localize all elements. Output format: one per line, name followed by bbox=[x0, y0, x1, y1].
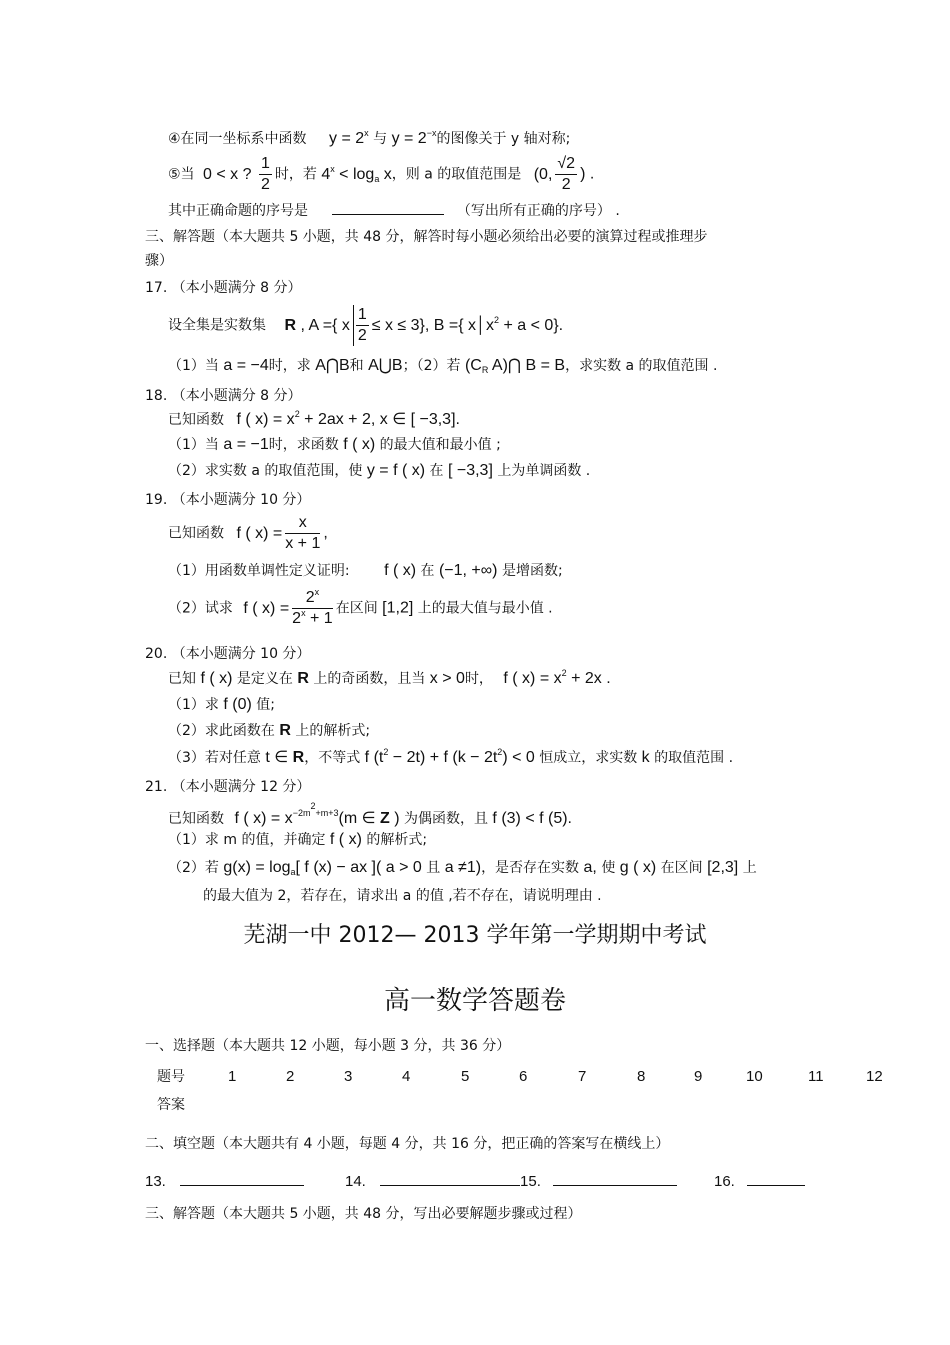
fill-13: 13. bbox=[145, 1171, 304, 1191]
q18-part1: （1）当 a = −1时，求函数 f ( x) 的最大值和最小值 ; bbox=[168, 436, 501, 453]
section-3-heading-cont: 骤） bbox=[145, 253, 173, 269]
q20-def: 已知 f ( x) 是定义在 R 上的奇函数，且当 x > 0时， f ( $x) = x^2 + 2x$ . bbox=[168, 668, 611, 687]
q19-part2: （2）试求 f ( x) = $\frac{2^x}{2^x + 1}$ 在区间 [1,2] 上的最大值与最小值 . bbox=[168, 587, 553, 627]
exam-title: 芜湖一中 2012— 2013 学年第一学期期中考试 bbox=[243, 923, 707, 948]
q18-heading: 18. （本小题满分 8 分） bbox=[145, 388, 302, 404]
fill-16-blank[interactable] bbox=[747, 1171, 805, 1186]
q17-parts: （1）当 a = −4时，求 A⋂B和 A⋃B；（2）若 ($C_R$ A)⋂ B = B，求实数 a 的取值范围 . bbox=[168, 357, 718, 375]
section-3-heading: 三、解答题（本大题共 5 小题，共 48 分，解答时每小题必须给出必要的演算过程或推理步 bbox=[145, 229, 708, 245]
q20-part2: （2）求此函数在 R 上的解析式; bbox=[168, 722, 371, 739]
q17-heading: 17. （本小题满分 8 分） bbox=[145, 280, 302, 296]
q21-def: 已知函数 f ( $x) = x^{-2m^2+m+3}(m$ ∈ Z ) 为偶函数，且 f (3) < f (5). bbox=[168, 801, 572, 827]
fill-14-blank[interactable] bbox=[380, 1171, 520, 1186]
question-number: 11 bbox=[808, 1068, 824, 1085]
item-4: ④在同一坐标系中函数 $y = 2^x$ 与 $y = 2^{-x}$的图像关于 y 轴对称; bbox=[168, 128, 571, 147]
q21-part2: （2）若 $g(x) = \log_a$[ f (x) − ax ]( a > 0 且 a ≠1)，是否存在实数 a, 使 g ( x) 在区间 [2,3] 上 bbox=[168, 859, 757, 877]
question-number: 10 bbox=[746, 1068, 763, 1085]
question-number: 1 bbox=[228, 1068, 237, 1085]
question-number: 12 bbox=[866, 1068, 883, 1085]
fill-16: 16. bbox=[714, 1171, 805, 1191]
paper-title: 高一数学答题卷 bbox=[383, 986, 566, 1016]
q19-part1: （1）用函数单调性定义证明: f ( x) 在 (−1, +∞) 是增函数; bbox=[168, 562, 563, 579]
answer-blank[interactable] bbox=[332, 200, 444, 215]
correct-answer-line: 其中正确命题的序号是 （写出所有正确的序号） . bbox=[168, 200, 620, 220]
fill-14: 14. 15. bbox=[345, 1171, 677, 1191]
answer-label: 答案 bbox=[157, 1097, 185, 1113]
q18-part2: （2）求实数 a 的取值范围，使 y = f ( x) 在 [ −3,3] 上为单调函数 . bbox=[168, 462, 591, 479]
question-number: 2 bbox=[286, 1068, 295, 1085]
q21-heading: 21. （本小题满分 12 分） bbox=[145, 779, 311, 795]
q19-heading: 19. （本小题满分 10 分） bbox=[145, 492, 311, 508]
answer-sec3-heading: 三、解答题（本大题共 5 小题，共 48 分，写出必要解题步骤或过程） bbox=[145, 1206, 582, 1222]
question-number: 9 bbox=[694, 1068, 703, 1085]
fill-13-blank[interactable] bbox=[180, 1171, 304, 1186]
q20-part1: （1）求 f (0) 值; bbox=[168, 696, 275, 713]
q17-sets: 设全集是实数集 R , A ={ x $\frac{1}{2}$ ≤ x ≤ 3}, B ={ $x│x^2 + a < 0$}. bbox=[168, 306, 564, 344]
q20-heading: 20. （本小题满分 10 分） bbox=[145, 646, 311, 662]
question-number: 3 bbox=[344, 1068, 353, 1085]
item-5: ⑤当 0 < x ? $\frac{1}{2}$ 时，若 $4^x < \log_a x$，则 a 的取值范围是 (0, $\frac{√2}{2}$ ) . bbox=[168, 155, 595, 193]
fill-15-blank[interactable] bbox=[553, 1171, 677, 1186]
q20-part3: （3）若对任意 t ∈ R，不等式 f $(t^2 - 2t) + f$ $(k - 2t^2) < 0$ 恒成立，求实数 k 的取值范围 . bbox=[168, 747, 734, 766]
q21-part1: （1）求 m 的值，并确定 f ( x) 的解析式; bbox=[168, 831, 428, 848]
question-number: 7 bbox=[578, 1068, 587, 1085]
row-label: 题号 bbox=[157, 1069, 185, 1085]
question-number: 8 bbox=[637, 1068, 646, 1085]
question-number: 5 bbox=[461, 1068, 470, 1085]
q19-def: 已知函数 f ( x) = $\frac{x}{x + 1}$ , bbox=[168, 514, 328, 552]
answer-sec1-heading: 一、选择题（本大题共 12 小题，每小题 3 分，共 36 分） bbox=[145, 1038, 511, 1054]
q21-part2-cont: 的最大值为 2，若存在，请求出 a 的值 ,若不存在，请说明理由 . bbox=[203, 888, 602, 904]
q18-def: 已知函数 f ( $x) = x^2 + 2ax + 2$, x ∈ [ −3,3]. bbox=[168, 409, 460, 428]
question-number: 6 bbox=[519, 1068, 528, 1085]
answer-sec2-heading: 二、填空题（本大题共有 4 小题，每题 4 分，共 16 分，把正确的答案写在横线上） bbox=[145, 1136, 670, 1152]
question-number: 4 bbox=[402, 1068, 411, 1085]
